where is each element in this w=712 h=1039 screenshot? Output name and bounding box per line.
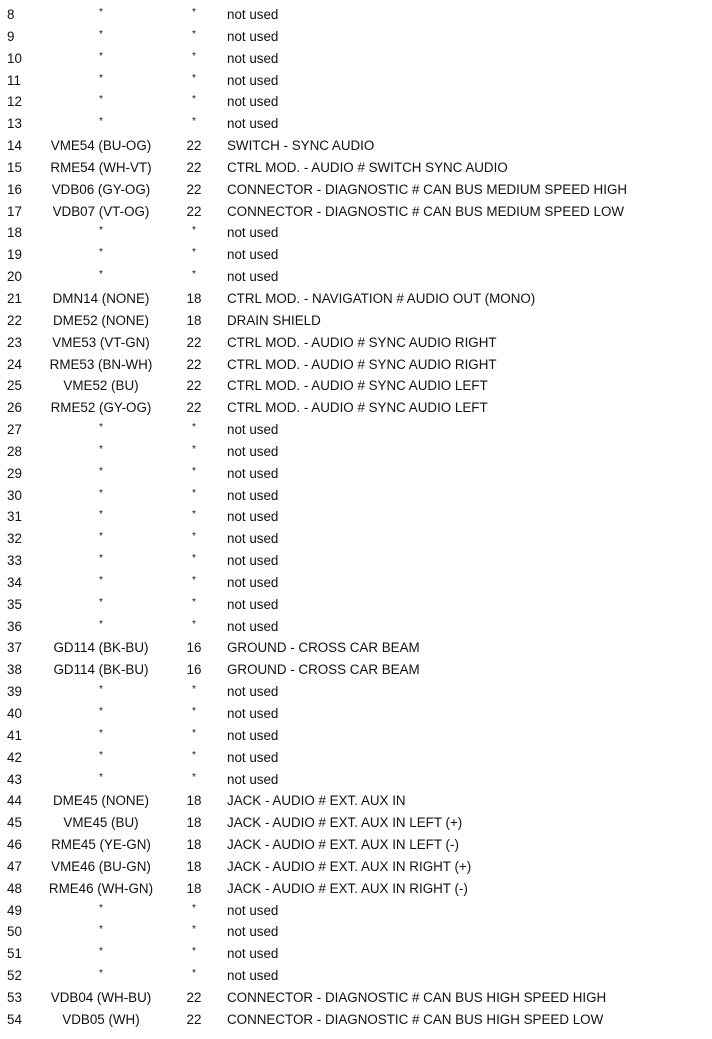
circuit-id: * xyxy=(99,247,103,259)
table-row xyxy=(0,725,712,747)
pin-function: not used xyxy=(227,443,279,459)
wire-gauge: * xyxy=(192,968,196,980)
wire-gauge: 18 xyxy=(186,858,202,874)
table-row xyxy=(0,965,712,987)
pin-function: GROUND - CROSS CAR BEAM xyxy=(227,640,420,656)
pin-function: not used xyxy=(227,618,279,634)
table-row xyxy=(0,113,712,135)
circuit-id: * xyxy=(99,72,103,84)
circuit-id: VDB05 (WH) xyxy=(62,1011,140,1027)
circuit-id: RME53 (BN-WH) xyxy=(49,356,153,372)
wire-gauge: * xyxy=(192,247,196,259)
wire-gauge: * xyxy=(192,465,196,477)
pin-function: CONNECTOR - DIAGNOSTIC # CAN BUS MEDIUM SPEED HIGH xyxy=(227,181,628,197)
table-row xyxy=(0,747,712,769)
table-row xyxy=(0,550,712,572)
wire-gauge: 22 xyxy=(186,138,202,154)
wire-gauge: * xyxy=(192,422,196,434)
table-row xyxy=(0,419,712,441)
circuit-id: * xyxy=(99,487,103,499)
pin-number: 17 xyxy=(7,203,22,219)
circuit-id: * xyxy=(99,7,103,18)
table-row xyxy=(0,310,712,332)
circuit-id: VME45 (BU) xyxy=(63,815,139,831)
pin-number: 28 xyxy=(7,443,22,459)
pin-function: GROUND - CROSS CAR BEAM xyxy=(227,662,420,678)
wire-gauge: 18 xyxy=(186,815,202,831)
table-row xyxy=(0,70,712,92)
pin-number: 29 xyxy=(7,465,22,481)
pin-number: 23 xyxy=(7,334,22,350)
table-row xyxy=(0,375,712,397)
circuit-id: * xyxy=(99,443,103,455)
pin-function: CTRL MOD. - AUDIO # SYNC AUDIO RIGHT xyxy=(227,356,497,372)
circuit-id: * xyxy=(99,924,103,936)
table-row xyxy=(0,681,712,703)
pin-number: 34 xyxy=(7,574,22,590)
circuit-id: * xyxy=(99,94,103,106)
wire-gauge: 22 xyxy=(186,203,202,219)
pin-number: 39 xyxy=(7,684,22,700)
circuit-id: * xyxy=(99,946,103,958)
pin-number: 45 xyxy=(7,815,22,831)
pin-number: 53 xyxy=(7,989,22,1005)
pin-function: not used xyxy=(227,269,279,285)
table-row xyxy=(0,506,712,528)
wire-gauge: * xyxy=(192,902,196,914)
pin-function: not used xyxy=(227,727,279,743)
table-row xyxy=(0,1009,712,1031)
pin-function: JACK - AUDIO # EXT. AUX IN xyxy=(227,793,406,809)
wire-gauge: 18 xyxy=(186,793,202,809)
circuit-id: RME46 (WH-GN) xyxy=(48,880,154,896)
table-row xyxy=(0,659,712,681)
table-row xyxy=(0,222,712,244)
pin-function: CONNECTOR - DIAGNOSTIC # CAN BUS HIGH SPEED HIGH xyxy=(227,989,607,1005)
table-row xyxy=(0,288,712,310)
wire-gauge: * xyxy=(192,749,196,761)
pin-number: 27 xyxy=(7,422,22,438)
table-row xyxy=(0,244,712,266)
pin-number: 46 xyxy=(7,837,22,853)
table-row xyxy=(0,637,712,659)
table-row xyxy=(0,332,712,354)
pin-number: 16 xyxy=(7,181,22,197)
wire-gauge: * xyxy=(192,924,196,936)
table-row xyxy=(0,48,712,70)
pin-number: 15 xyxy=(7,159,22,175)
circuit-id: RME52 (GY-OG) xyxy=(50,400,152,416)
wire-gauge: * xyxy=(192,574,196,586)
pin-function: not used xyxy=(227,531,279,547)
pin-number: 21 xyxy=(7,290,22,306)
table-row xyxy=(0,266,712,288)
table-row xyxy=(0,354,712,376)
pin-function: not used xyxy=(227,465,279,481)
table-row xyxy=(0,834,712,856)
pin-number: 47 xyxy=(7,858,22,874)
pin-function: not used xyxy=(227,422,279,438)
pin-number: 33 xyxy=(7,553,22,569)
circuit-id: * xyxy=(99,727,103,739)
circuit-id: DME45 (NONE) xyxy=(53,793,149,809)
pin-number: 51 xyxy=(7,946,22,962)
pin-function: not used xyxy=(227,487,279,503)
wire-gauge: * xyxy=(192,487,196,499)
pin-number: 30 xyxy=(7,487,22,503)
table-row xyxy=(0,4,712,26)
pin-function: not used xyxy=(227,968,279,984)
circuit-id: * xyxy=(99,706,103,717)
table-row xyxy=(0,26,712,48)
pin-function: DRAIN SHIELD xyxy=(227,312,321,328)
table-row xyxy=(0,179,712,201)
circuit-id: VDB07 (VT-OG) xyxy=(52,203,150,219)
table-row xyxy=(0,856,712,878)
circuit-id: * xyxy=(99,749,103,761)
pin-number: 25 xyxy=(7,378,22,394)
pin-number: 35 xyxy=(7,596,22,612)
wire-gauge: 22 xyxy=(186,159,202,175)
wire-gauge: * xyxy=(192,72,196,84)
pin-number: 49 xyxy=(7,902,22,918)
circuit-id: * xyxy=(99,531,103,543)
wire-gauge: 16 xyxy=(186,662,202,678)
wire-gauge: 18 xyxy=(186,290,202,306)
wire-gauge: * xyxy=(192,116,196,128)
pin-function: CTRL MOD. - AUDIO # SYNC AUDIO RIGHT xyxy=(227,334,497,350)
table-row xyxy=(0,91,712,113)
pin-number: 12 xyxy=(7,94,22,110)
wire-gauge: 22 xyxy=(186,334,202,350)
table-row xyxy=(0,790,712,812)
table-row xyxy=(0,812,712,834)
wire-gauge: * xyxy=(192,684,196,696)
wire-gauge: 22 xyxy=(186,400,202,416)
wire-gauge: * xyxy=(192,269,196,281)
circuit-id: * xyxy=(99,465,103,477)
circuit-id: * xyxy=(99,225,103,237)
circuit-id: * xyxy=(99,28,103,40)
table-row xyxy=(0,900,712,922)
circuit-id: * xyxy=(99,509,103,521)
pin-function: not used xyxy=(227,28,279,44)
table-row xyxy=(0,441,712,463)
wire-gauge: 22 xyxy=(186,378,202,394)
pin-number: 9 xyxy=(7,28,15,44)
circuit-id: VME46 (BU-GN) xyxy=(51,858,151,874)
pin-function: CTRL MOD. - AUDIO # SYNC AUDIO LEFT xyxy=(227,378,488,394)
pin-number: 37 xyxy=(7,640,22,656)
pin-number: 19 xyxy=(7,247,22,263)
wire-gauge: * xyxy=(192,509,196,521)
pin-function: not used xyxy=(227,749,279,765)
pin-number: 40 xyxy=(7,706,22,721)
pin-number: 48 xyxy=(7,880,22,896)
pin-number: 22 xyxy=(7,312,22,328)
pin-number: 14 xyxy=(7,138,22,154)
table-row xyxy=(0,135,712,157)
pin-function: not used xyxy=(227,7,279,22)
pin-function: CTRL MOD. - AUDIO # SWITCH SYNC AUDIO xyxy=(227,159,508,175)
wire-gauge: * xyxy=(192,443,196,455)
table-row xyxy=(0,594,712,616)
wire-gauge: 22 xyxy=(186,1011,202,1027)
pin-function: CTRL MOD. - AUDIO # SYNC AUDIO LEFT xyxy=(227,400,488,416)
table-row xyxy=(0,463,712,485)
circuit-id: * xyxy=(99,618,103,630)
circuit-id: DME52 (NONE) xyxy=(53,312,149,328)
circuit-id: GD114 (BK-BU) xyxy=(53,640,149,656)
circuit-id: DMN14 (NONE) xyxy=(52,290,150,306)
table-row xyxy=(0,616,712,638)
circuit-id: * xyxy=(99,116,103,128)
pin-function: not used xyxy=(227,706,279,721)
table-row xyxy=(0,157,712,179)
table-row xyxy=(0,878,712,900)
pin-function: JACK - AUDIO # EXT. AUX IN RIGHT (+) xyxy=(227,858,472,874)
circuit-id: GD114 (BK-BU) xyxy=(53,662,149,678)
pin-function: not used xyxy=(227,596,279,612)
wire-gauge: * xyxy=(192,946,196,958)
wire-gauge: * xyxy=(192,531,196,543)
wire-gauge: * xyxy=(192,225,196,237)
circuit-id: VME52 (BU) xyxy=(63,378,139,394)
table-row xyxy=(0,921,712,943)
pin-number: 8 xyxy=(7,7,15,22)
circuit-id: * xyxy=(99,50,103,62)
pin-function: not used xyxy=(227,94,279,110)
pin-function: not used xyxy=(227,553,279,569)
wire-gauge: 22 xyxy=(186,356,202,372)
circuit-id: * xyxy=(99,574,103,586)
wire-gauge: 16 xyxy=(186,640,202,656)
wire-gauge: 18 xyxy=(186,312,202,328)
pin-number: 18 xyxy=(7,225,22,241)
pin-number: 43 xyxy=(7,771,22,787)
circuit-id: RME45 (YE-GN) xyxy=(51,837,151,853)
pin-number: 13 xyxy=(7,116,22,132)
wire-gauge: * xyxy=(192,727,196,739)
pin-number: 36 xyxy=(7,618,22,634)
pin-number: 44 xyxy=(7,793,22,809)
circuit-id: * xyxy=(99,968,103,980)
pin-function: CONNECTOR - DIAGNOSTIC # CAN BUS HIGH SPEED LOW xyxy=(227,1011,604,1027)
pin-number: 26 xyxy=(7,400,22,416)
circuit-id: RME54 (WH-VT) xyxy=(50,159,152,175)
wire-gauge: * xyxy=(192,596,196,608)
wire-gauge: * xyxy=(192,94,196,106)
pin-function: not used xyxy=(227,946,279,962)
wire-gauge: * xyxy=(192,28,196,40)
wire-gauge: * xyxy=(192,50,196,62)
pin-function: JACK - AUDIO # EXT. AUX IN RIGHT (-) xyxy=(227,880,468,896)
wire-gauge: * xyxy=(192,553,196,565)
circuit-id: VME53 (VT-GN) xyxy=(52,334,150,350)
wire-gauge: 22 xyxy=(186,181,202,197)
circuit-id: VDB04 (WH-BU) xyxy=(50,989,152,1005)
wire-gauge: * xyxy=(192,618,196,630)
pin-function: not used xyxy=(227,924,279,940)
wire-gauge: * xyxy=(192,7,196,18)
pin-number: 31 xyxy=(7,509,22,525)
connector-pinout-table xyxy=(0,4,712,1031)
circuit-id: * xyxy=(99,553,103,565)
pin-function: not used xyxy=(227,247,279,263)
circuit-id: * xyxy=(99,269,103,281)
table-row xyxy=(0,397,712,419)
wire-gauge: 18 xyxy=(186,880,202,896)
pin-function: CONNECTOR - DIAGNOSTIC # CAN BUS MEDIUM SPEED LOW xyxy=(227,203,625,219)
table-row xyxy=(0,572,712,594)
pin-number: 52 xyxy=(7,968,22,984)
circuit-id: * xyxy=(99,771,103,783)
table-row xyxy=(0,703,712,725)
wire-gauge: * xyxy=(192,706,196,717)
pin-number: 41 xyxy=(7,727,22,743)
pin-function: not used xyxy=(227,116,279,132)
table-row xyxy=(0,485,712,507)
pin-number: 11 xyxy=(7,72,21,88)
pin-function: not used xyxy=(227,50,279,66)
circuit-id: VDB06 (GY-OG) xyxy=(51,181,151,197)
pin-number: 20 xyxy=(7,269,22,285)
pin-function: not used xyxy=(227,574,279,590)
circuit-id: VME54 (BU-OG) xyxy=(50,138,152,154)
wire-gauge: 22 xyxy=(186,989,202,1005)
circuit-id: * xyxy=(99,596,103,608)
pin-function: not used xyxy=(227,509,279,525)
circuit-id: * xyxy=(99,684,103,696)
table-row xyxy=(0,201,712,223)
pin-number: 32 xyxy=(7,531,22,547)
pin-number: 10 xyxy=(7,50,22,66)
pin-function: not used xyxy=(227,902,279,918)
circuit-id: * xyxy=(99,422,103,434)
wire-gauge: * xyxy=(192,771,196,783)
table-row xyxy=(0,769,712,791)
pin-function: CTRL MOD. - NAVIGATION # AUDIO OUT (MONO) xyxy=(227,290,536,306)
wire-gauge: 18 xyxy=(186,837,202,853)
circuit-id: * xyxy=(99,902,103,914)
pin-function: JACK - AUDIO # EXT. AUX IN LEFT (+) xyxy=(227,815,463,831)
pin-function: SWITCH - SYNC AUDIO xyxy=(227,138,375,154)
pin-number: 38 xyxy=(7,662,22,678)
pin-function: not used xyxy=(227,225,279,241)
pin-function: JACK - AUDIO # EXT. AUX IN LEFT (-) xyxy=(227,837,459,853)
pin-function: not used xyxy=(227,684,279,700)
pin-number: 50 xyxy=(7,924,22,940)
table-row xyxy=(0,943,712,965)
pin-number: 24 xyxy=(7,356,22,372)
table-row xyxy=(0,987,712,1009)
table-row xyxy=(0,528,712,550)
pin-function: not used xyxy=(227,72,279,88)
pin-function: not used xyxy=(227,771,279,787)
pin-number: 42 xyxy=(7,749,22,765)
pin-number: 54 xyxy=(7,1011,22,1027)
